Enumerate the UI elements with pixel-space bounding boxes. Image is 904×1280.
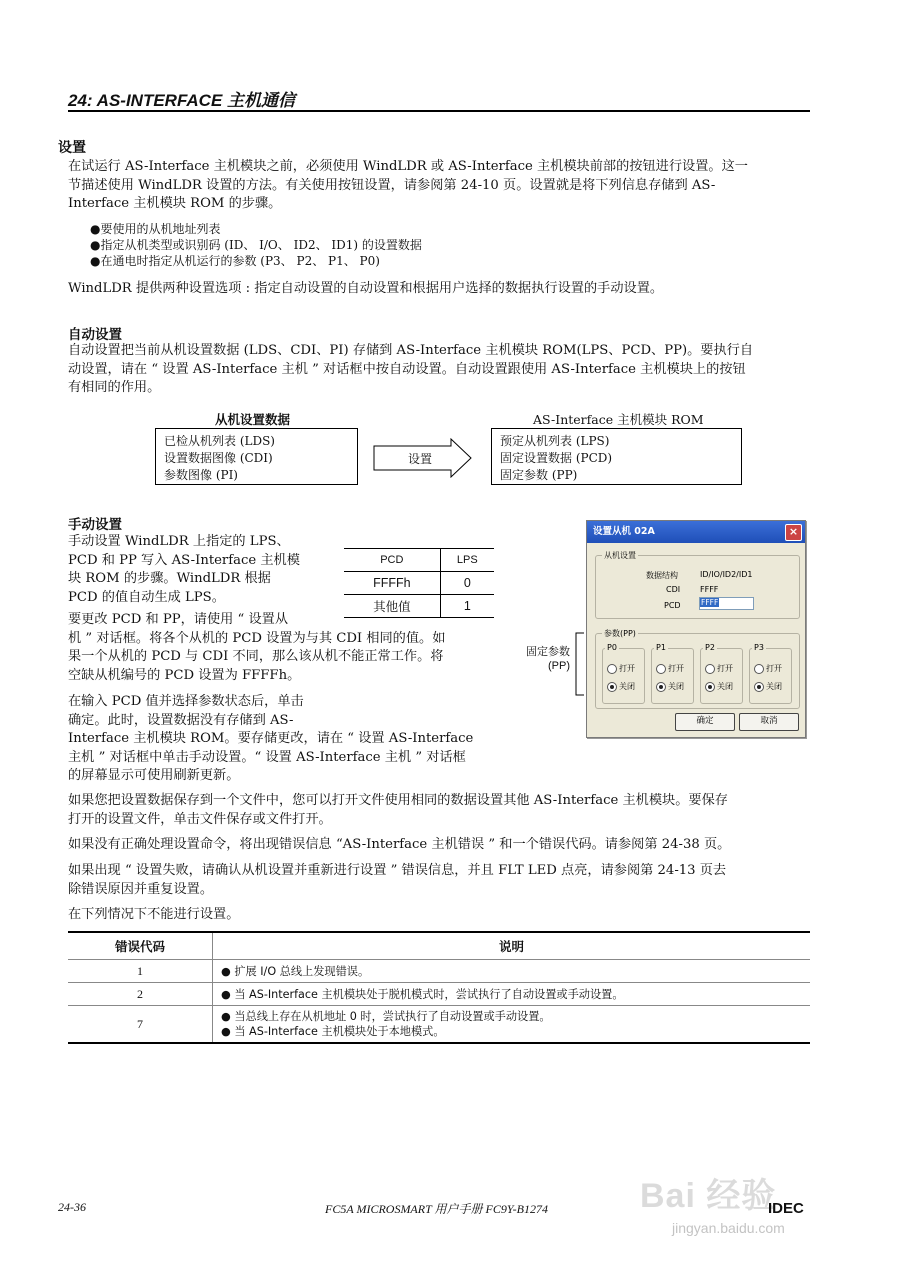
pcd-label: PCD bbox=[664, 601, 681, 610]
p2-open-radio[interactable] bbox=[705, 663, 733, 674]
slave-settings-dialog bbox=[586, 520, 806, 738]
error-desc bbox=[213, 1006, 811, 1044]
diagram-left-box bbox=[155, 428, 358, 485]
slave-settings-group bbox=[595, 551, 800, 619]
pcd-header: PCD bbox=[344, 549, 440, 572]
page-header: 24: AS-INTERFACE 主机通信 bbox=[68, 91, 296, 110]
table-row bbox=[68, 1006, 810, 1044]
manual-line: 果一个从机的 PCD 与 CDI 不同，那么该从机不能正常工作。将 bbox=[68, 649, 444, 664]
bracket-label-line: 固定参数 bbox=[526, 645, 570, 658]
p1-open-radio[interactable] bbox=[656, 663, 684, 674]
radio-icon bbox=[705, 664, 715, 674]
setup-intro-line: 在试运行 AS-Interface 主机模块之前，必须使用 WindLDR 或 AS-Interface 主机模块前部的按钮进行设置。这一 bbox=[68, 159, 748, 174]
param-name: P2 bbox=[705, 643, 715, 652]
auto-line: 有相同的作用。 bbox=[68, 380, 161, 395]
radio-icon bbox=[754, 664, 764, 674]
manual-line: 主机 ” 对话框中单击手动设置。“ 设置 AS-Interface 主机 ” 对话框 bbox=[68, 749, 466, 765]
watermark-baidu: Bai 经验 bbox=[640, 1177, 777, 1215]
p1-close-radio[interactable] bbox=[656, 681, 684, 692]
auto-line: 动设置，请在 “ 设置 AS-Interface 主机 ” 对话框中按自动设置。自动设置跟使用 AS-Interface 主机模块上的按钮 bbox=[68, 361, 746, 377]
setup-bullet-list bbox=[90, 221, 422, 269]
close-icon[interactable]: × bbox=[785, 524, 802, 541]
manual-line: Interface 主机模块 ROM。要存储更改，请在 “ 设置 AS-Interface bbox=[68, 731, 474, 746]
radio-selected-icon bbox=[656, 682, 666, 692]
diagram-left-title: 从机设置数据 bbox=[215, 412, 291, 427]
radio-selected-icon bbox=[705, 682, 715, 692]
manual-line: 空缺从机编号的 PCD 设置为 FFFFh。 bbox=[68, 667, 301, 683]
diagram-right-item: 固定参数 (PP) bbox=[500, 468, 578, 482]
p2-close-radio[interactable] bbox=[705, 681, 733, 692]
cdi-value: FFFF bbox=[700, 585, 719, 594]
error-code: 7 bbox=[68, 1006, 213, 1044]
manual-line: 手动设置 WindLDR 上指定的 LPS、 bbox=[68, 534, 290, 549]
paragraph-line: 如果出现 “ 设置失败，请确认从机设置并重新进行设置 ” 错误信息，并且 FLT LED 点亮，请参阅第 24-13 页去 bbox=[68, 863, 727, 878]
idec-logo: IDEC bbox=[768, 1200, 804, 1217]
radio-label: 打开 bbox=[766, 664, 782, 673]
auto-paragraph bbox=[68, 342, 810, 398]
pcd-input-value: FFFF bbox=[701, 598, 719, 607]
radio-label: 打开 bbox=[668, 664, 684, 673]
manual-line: 确定。此时，设置数据没有存储到 AS- bbox=[68, 712, 294, 728]
cancel-button[interactable]: 取消 bbox=[739, 713, 799, 731]
error-desc-line: ● 当总线上存在从机地址 0 时，尝试执行了自动设置或手动设置。 bbox=[221, 1010, 551, 1023]
description-header: 说明 bbox=[498, 940, 524, 954]
bracket-label bbox=[518, 645, 570, 673]
table-cell: 0 bbox=[440, 572, 494, 595]
radio-selected-icon bbox=[754, 682, 764, 692]
diagram-arrow-label: 设置 bbox=[408, 452, 433, 466]
radio-label: 关闭 bbox=[766, 682, 782, 691]
param-name: P1 bbox=[656, 643, 666, 652]
error-desc bbox=[213, 960, 811, 983]
radio-selected-icon bbox=[607, 682, 617, 692]
error-message-paragraph: 如果没有正确处理设置命令，将出现错误信息 “AS-Interface 主机错误 ” 和一个错误代码。请参阅第 24-38 页。 bbox=[68, 837, 731, 852]
diagram-right-item: 固定设置数据 (PCD) bbox=[500, 451, 613, 465]
table-cell: 1 bbox=[440, 595, 494, 618]
setup-heading: 设置 bbox=[58, 139, 86, 155]
radio-icon bbox=[607, 664, 617, 674]
data-struct-label: 数据结构 bbox=[646, 571, 678, 580]
group-label: 参数(PP) bbox=[604, 629, 636, 638]
error-code-table bbox=[68, 931, 810, 1044]
diagram-right-box bbox=[491, 428, 742, 485]
error-code-header: 错误代码 bbox=[68, 932, 213, 960]
manual-line: 块 ROM 的步骤。WindLDR 根据 bbox=[68, 571, 271, 586]
error-desc-line: ● 当 AS-Interface 主机模块处于本地模式。 bbox=[221, 1025, 445, 1038]
params-group bbox=[595, 629, 800, 709]
manual-line: PCD 的值自动生成 LPS。 bbox=[68, 589, 225, 605]
bracket-label-line: (PP) bbox=[548, 660, 570, 672]
error-desc-line: ● 当 AS-Interface 主机模块处于脱机模式时，尝试执行了自动设置或手动设置。 bbox=[221, 988, 624, 1001]
paragraph-line: 除错误原因并重复设置。 bbox=[68, 881, 214, 897]
error-code: 2 bbox=[68, 983, 213, 1006]
diagram-left-item: 已检从机列表 (LDS) bbox=[164, 434, 275, 448]
setup-intro-line: Interface 主机模块 ROM 的步骤。 bbox=[68, 196, 282, 211]
param-name: P0 bbox=[607, 643, 617, 652]
watermark-url: jingyan.baidu.com bbox=[672, 1220, 785, 1236]
radio-label: 关闭 bbox=[668, 682, 684, 691]
p3-close-radio[interactable] bbox=[754, 681, 782, 692]
lps-header: LPS bbox=[440, 549, 494, 572]
bracket-icon bbox=[572, 632, 586, 696]
param-p3-group bbox=[749, 643, 792, 704]
page-number: 24-36 bbox=[58, 1200, 86, 1214]
radio-icon bbox=[656, 664, 666, 674]
list-item: ●要使用的从机地址列表 bbox=[90, 222, 221, 236]
error-desc bbox=[213, 983, 811, 1006]
radio-label: 关闭 bbox=[717, 682, 733, 691]
ok-button[interactable]: 确定 bbox=[675, 713, 735, 731]
manual-title: FC5A MICROSMART 用户手册 FC9Y-B1274 bbox=[325, 1202, 548, 1216]
manual-heading: 手动设置 bbox=[68, 517, 122, 532]
setup-intro bbox=[68, 158, 810, 214]
manual-line: 要更改 PCD 和 PP，请使用 “ 设置从 bbox=[68, 612, 289, 627]
list-item: ●指定从机类型或识别码 (ID、 I/O、 ID2、 ID1) 的设置数据 bbox=[90, 238, 422, 252]
auto-line: 自动设置把当前从机设置数据 (LDS、CDI、PI) 存储到 AS-Interface 主机模块 ROM(LPS、PCD、PP)。要执行自 bbox=[68, 343, 754, 358]
radio-label: 打开 bbox=[619, 664, 635, 673]
pcd-input[interactable] bbox=[699, 597, 754, 610]
pcd-lps-table bbox=[344, 548, 494, 618]
error-code: 1 bbox=[68, 960, 213, 983]
manual-para1 bbox=[68, 533, 348, 607]
radio-label: 关闭 bbox=[619, 682, 635, 691]
param-name: P3 bbox=[754, 643, 764, 652]
radio-label: 打开 bbox=[717, 664, 733, 673]
list-item: ●在通电时指定从机运行的参数 (P3、 P2、 P1、 P0) bbox=[90, 254, 380, 268]
cannot-setup-paragraph: 在下列情况下不能进行设置。 bbox=[68, 907, 240, 922]
setup-intro-line: 节描述使用 WindLDR 设置的方法。有关使用按钮设置，请参阅第 24-10 页。设置就是将下列信息存储到 AS- bbox=[68, 177, 716, 193]
param-p1-group bbox=[651, 643, 694, 704]
dialog-title: 设置从机 02A bbox=[593, 526, 655, 537]
group-label: 从机设置 bbox=[604, 551, 636, 560]
param-p0-group bbox=[602, 643, 645, 704]
setup-options: WindLDR 提供两种设置选项 : 指定自动设置的自动设置和根据用户选择的数据执行设置的手动设置。 bbox=[68, 281, 664, 296]
paragraph-line: 打开的设置文件，单击文件保存或文件打开。 bbox=[68, 811, 332, 827]
manual-line: 的屏幕显示可使用刷新更新。 bbox=[68, 768, 240, 783]
table-cell: FFFFh bbox=[344, 572, 440, 595]
manual-line: 在输入 PCD 值并选择参数状态后，单击 bbox=[68, 694, 304, 709]
dialog-titlebar bbox=[587, 521, 805, 543]
table-row bbox=[68, 983, 810, 1006]
diagram-left-item: 设置数据图像 (CDI) bbox=[164, 451, 273, 465]
param-p2-group bbox=[700, 643, 743, 704]
table-row bbox=[68, 960, 810, 983]
diagram-right-item: 预定从机列表 (LPS) bbox=[500, 434, 610, 448]
data-struct-value: ID/IO/ID2/ID1 bbox=[700, 570, 753, 579]
manual-para2 bbox=[68, 611, 498, 685]
cdi-label: CDI bbox=[666, 585, 681, 594]
diagram-left-item: 参数图像 (PI) bbox=[164, 468, 238, 482]
table-cell: 其他值 bbox=[344, 595, 440, 618]
p0-open-radio[interactable] bbox=[607, 663, 635, 674]
manual-line: 机 ” 对话框。将各个从机的 PCD 设置为与其 CDI 相同的值。如 bbox=[68, 630, 446, 646]
error-desc-line: ● 扩展 I/O 总线上发现错误。 bbox=[221, 965, 370, 978]
setup-failed-paragraph bbox=[68, 862, 810, 899]
manual-line: PCD 和 PP 写入 AS-Interface 主机模 bbox=[68, 552, 300, 568]
save-file-paragraph bbox=[68, 792, 810, 829]
p3-open-radio[interactable] bbox=[754, 663, 782, 674]
diagram-right-title: AS-Interface 主机模块 ROM bbox=[533, 412, 704, 427]
p0-close-radio[interactable] bbox=[607, 681, 635, 692]
header-rule bbox=[68, 110, 810, 112]
manual-para3 bbox=[68, 693, 498, 786]
auto-heading: 自动设置 bbox=[68, 327, 122, 342]
paragraph-line: 如果您把设置数据保存到一个文件中，您可以打开文件使用相同的数据设置其他 AS-Interface 主机模块。要保存 bbox=[68, 793, 728, 808]
